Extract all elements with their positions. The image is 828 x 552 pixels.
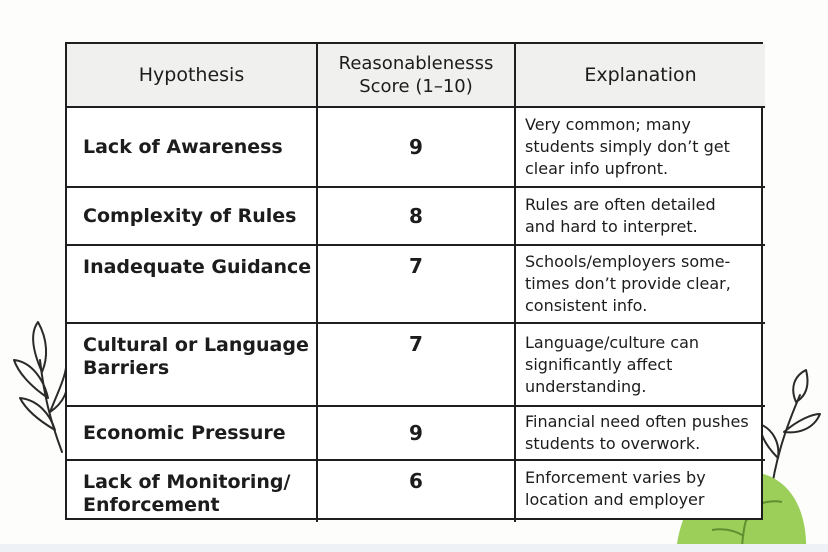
table-row [67, 107, 765, 187]
explanation-line: Financial need often pushes [525, 412, 749, 431]
table-row [67, 245, 765, 323]
hypothesis-line: Lack of Monitoring/ [83, 471, 291, 493]
score-cell: 7 [317, 245, 515, 323]
explanation-line: understanding. [525, 376, 647, 396]
hypothesis-line: Enforcement [83, 494, 220, 516]
hypothesis-cell [67, 460, 317, 522]
hypothesis-table [65, 42, 763, 520]
header-score-line2: Score (1–10) [359, 76, 473, 97]
hypothesis-line: Cultural or Language [83, 334, 309, 356]
explanation-cell [515, 187, 765, 245]
hypothesis-line: Economic Pressure [83, 421, 286, 444]
score-cell: 7 [317, 323, 515, 406]
header-explanation: Explanation [515, 44, 765, 107]
explanation-line: location and employer [525, 490, 705, 509]
hypothesis-cell [67, 107, 317, 187]
table-row [67, 460, 765, 522]
explanation-line: significantly affect [525, 354, 673, 374]
explanation-line: consistent info. [525, 296, 648, 315]
hypothesis-line: Complexity of Rules [83, 204, 297, 227]
score-cell: 8 [317, 187, 515, 245]
hypothesis-cell [67, 406, 317, 460]
explanation-line: clear info upfront. [525, 159, 669, 178]
table-row [67, 187, 765, 245]
header-score [317, 44, 515, 107]
explanation-line: and hard to interpret. [525, 217, 698, 236]
hypothesis-line: Lack of Awareness [83, 135, 283, 158]
score-cell: 6 [317, 460, 515, 522]
header-score-line1: Reasonablenesss [338, 53, 494, 74]
table-header-row [67, 44, 765, 107]
explanation-line: students to overwork. [525, 434, 701, 453]
explanation-cell [515, 107, 765, 187]
hypothesis-cell [67, 323, 317, 406]
explanation-cell [515, 406, 765, 460]
explanation-line: Enforcement varies by [525, 468, 706, 487]
explanation-line: times don’t provide clear, [525, 274, 731, 293]
explanation-line: Very common; many [525, 115, 691, 134]
explanation-cell [515, 323, 765, 406]
explanation-line: Language/culture can [525, 332, 700, 352]
hypothesis-line: Barriers [83, 357, 170, 379]
table-row [67, 323, 765, 406]
score-cell: 9 [317, 107, 515, 187]
hypothesis-table-grid [67, 44, 765, 522]
explanation-cell [515, 460, 765, 522]
explanation-line: Rules are often detailed [525, 195, 716, 214]
explanation-line: students simply don’t get [525, 137, 730, 156]
hypothesis-cell [67, 187, 317, 245]
header-hypothesis: Hypothesis [67, 44, 317, 107]
explanation-line: Schools/employers some- [525, 252, 731, 271]
bottom-strip [0, 544, 828, 552]
left-branch-icon [14, 322, 68, 452]
table-row [67, 406, 765, 460]
hypothesis-cell [67, 245, 317, 323]
score-cell: 9 [317, 406, 515, 460]
hypothesis-line: Inadequate Guidance [83, 256, 312, 278]
explanation-cell [515, 245, 765, 323]
